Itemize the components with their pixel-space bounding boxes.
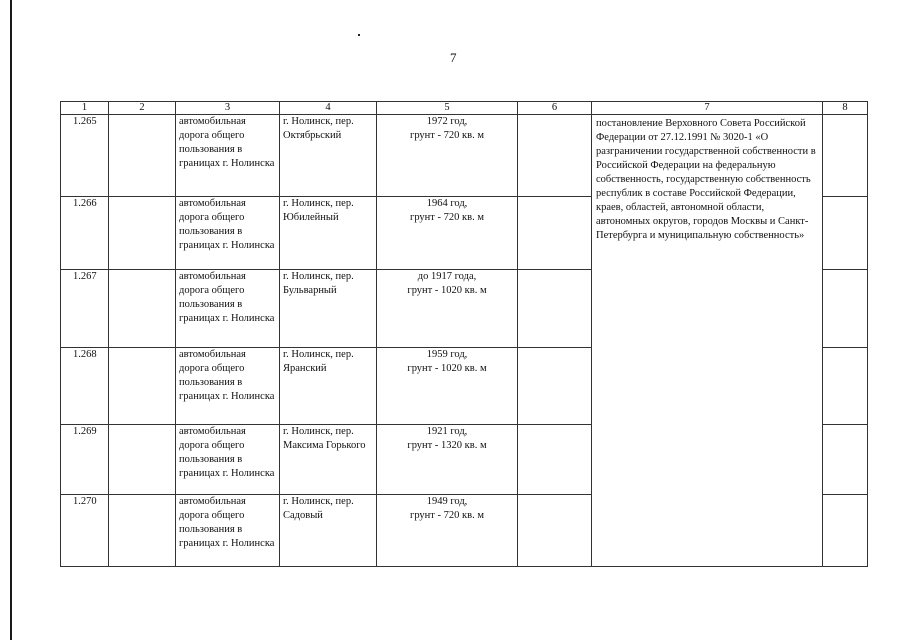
surface-text: грунт - 1320 кв. м <box>407 440 487 451</box>
col-8-cell <box>823 115 868 197</box>
col-8-cell <box>823 348 868 425</box>
col-6-cell <box>518 348 592 425</box>
year-text: 1949 год, <box>426 496 468 507</box>
characteristics-cell <box>377 115 518 197</box>
col-2-cell <box>109 197 176 270</box>
col-6-cell <box>518 425 592 495</box>
table-header-row <box>61 102 868 115</box>
col-8-cell <box>823 495 868 567</box>
header-col-3: 3 <box>176 102 280 115</box>
row-number: 1.266 <box>61 197 109 270</box>
address-cell: г. Нолинск, пер. Садовый <box>280 495 377 567</box>
characteristics-cell <box>377 348 518 425</box>
surface-text: грунт - 720 кв. м <box>410 130 484 141</box>
object-name-cell: автомобильная дорога общего пользования в границах г. Нолинска <box>176 115 280 197</box>
object-name-cell: автомобильная дорога общего пользования в границах г. Нолинска <box>176 197 280 270</box>
header-col-5: 5 <box>377 102 518 115</box>
row-number: 1.270 <box>61 495 109 567</box>
col-6-cell <box>518 197 592 270</box>
col-2-cell <box>109 495 176 567</box>
header-col-8: 8 <box>823 102 868 115</box>
col-6-cell <box>518 115 592 197</box>
header-col-4: 4 <box>280 102 377 115</box>
year-text: до 1917 года, <box>417 271 477 282</box>
row-number: 1.265 <box>61 115 109 197</box>
year-text: 1972 год, <box>426 116 468 127</box>
object-name-cell: автомобильная дорога общего пользования в границах г. Нолинска <box>176 495 280 567</box>
row-number: 1.269 <box>61 425 109 495</box>
header-col-1: 1 <box>61 102 109 115</box>
col-8-cell <box>823 270 868 348</box>
page-number: 7 <box>450 50 457 65</box>
address-cell: г. Нолинск, пер. Юбилейный <box>280 197 377 270</box>
address-cell: г. Нолинск, пер. Максима Горького <box>280 425 377 495</box>
address-cell: г. Нолинск, пер. Яранский <box>280 348 377 425</box>
year-text: 1921 год, <box>426 426 468 437</box>
surface-text: грунт - 1020 кв. м <box>407 363 487 374</box>
row-number: 1.267 <box>61 270 109 348</box>
col-2-cell <box>109 425 176 495</box>
characteristics-cell <box>377 197 518 270</box>
year-text: 1959 год, <box>426 349 468 360</box>
header-col-6: 6 <box>518 102 592 115</box>
characteristics-cell <box>377 495 518 567</box>
row-number: 1.268 <box>61 348 109 425</box>
header-col-2: 2 <box>109 102 176 115</box>
col-2-cell <box>109 115 176 197</box>
col-8-cell <box>823 425 868 495</box>
surface-text: грунт - 720 кв. м <box>410 510 484 521</box>
legal-basis-cell: постановление Верховного Совета Российской Федерации от 27.12.1991 № 3020-1 «О разграничении государственной собственности в Российской Федерации на федеральную собственность, государственную собственность республик в составе Российской Федерации, краев, областей, автономной области, автономных округов, городов Москвы и Санкт- Петербурга и муниципальную собственность» <box>592 115 823 567</box>
surface-text: грунт - 720 кв. м <box>410 212 484 223</box>
object-name-cell: автомобильная дорога общего пользования в границах г. Нолинска <box>176 348 280 425</box>
property-table <box>60 101 868 567</box>
address-cell: г. Нолинск, пер. Октябрьский <box>280 115 377 197</box>
col-8-cell <box>823 197 868 270</box>
col-2-cell <box>109 270 176 348</box>
col-6-cell <box>518 270 592 348</box>
object-name-cell: автомобильная дорога общего пользования в границах г. Нолинска <box>176 270 280 348</box>
col-6-cell <box>518 495 592 567</box>
left-margin-line <box>10 0 12 640</box>
year-text: 1964 год, <box>426 198 468 209</box>
header-col-7: 7 <box>592 102 823 115</box>
surface-text: грунт - 1020 кв. м <box>407 285 487 296</box>
table-row <box>61 115 868 197</box>
object-name-cell: автомобильная дорога общего пользования в границах г. Нолинска <box>176 425 280 495</box>
scan-dot <box>358 34 360 36</box>
col-2-cell <box>109 348 176 425</box>
characteristics-cell <box>377 425 518 495</box>
address-cell: г. Нолинск, пер. Бульварный <box>280 270 377 348</box>
characteristics-cell <box>377 270 518 348</box>
